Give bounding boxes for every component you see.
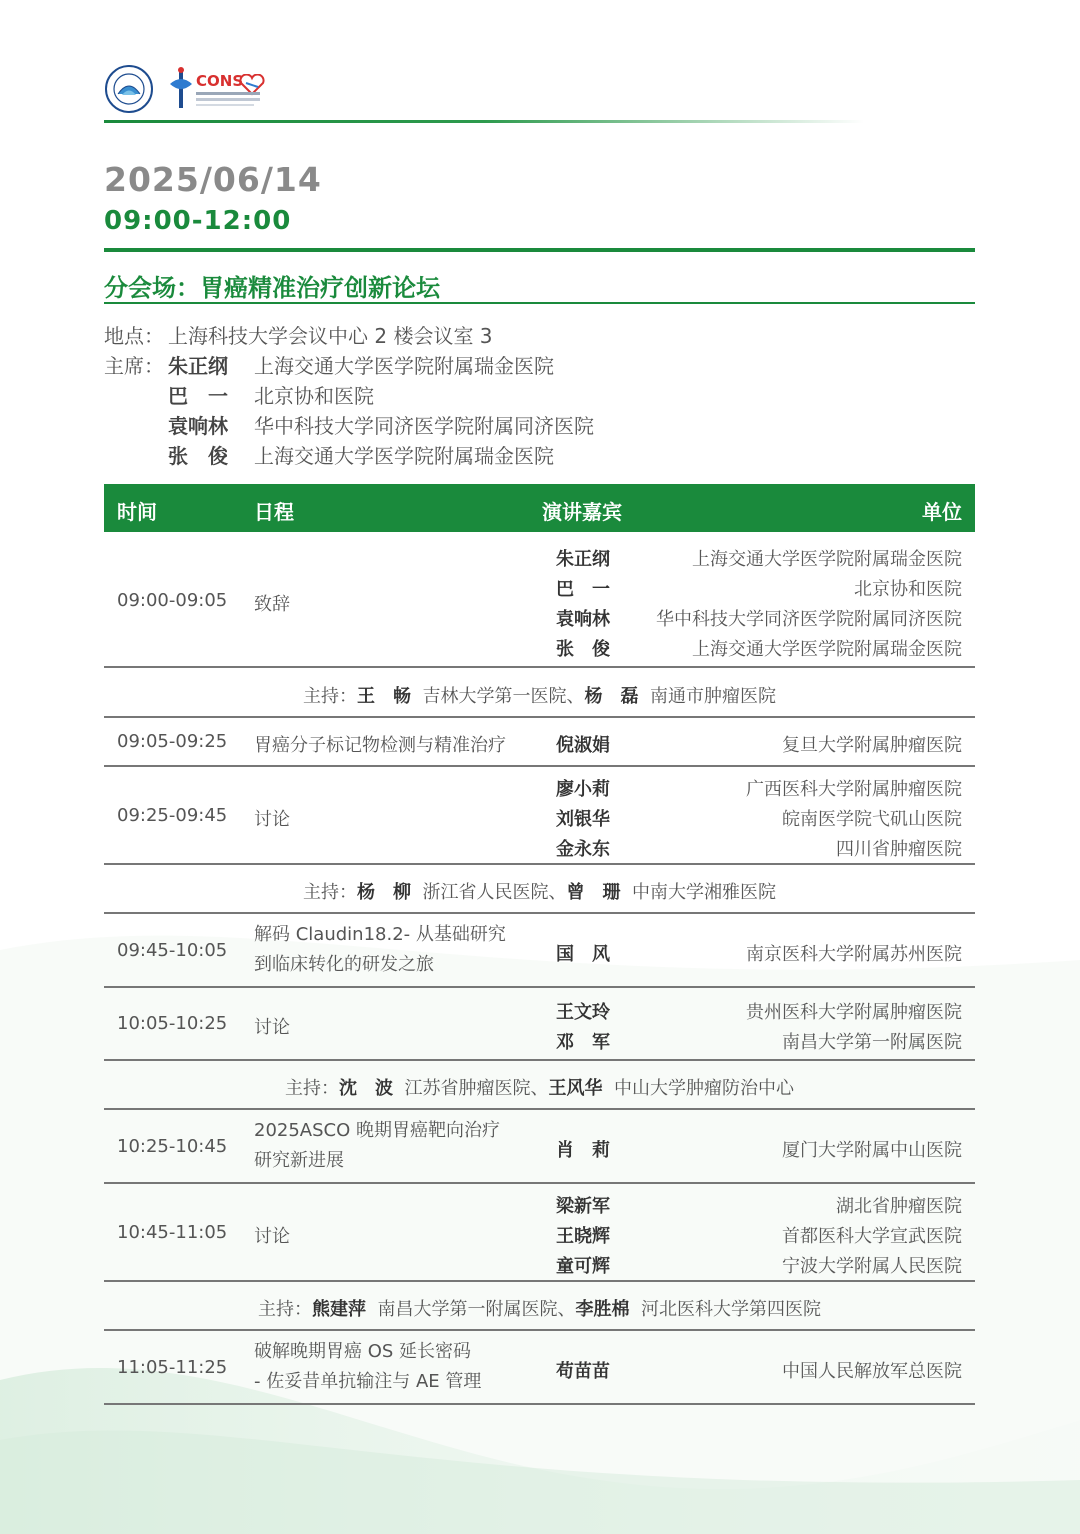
- speaker-name: 肖 莉: [556, 1140, 610, 1161]
- cons-logo: [166, 64, 326, 114]
- speaker-name: 梁新军: [556, 1196, 610, 1217]
- speaker-unit: 首都医科大学宣武医院: [782, 1226, 962, 1247]
- chair-org: 华中科技大学同济医学院附属同济医院: [254, 414, 594, 438]
- row-divider: [104, 1059, 975, 1061]
- session-title: 分会场：胃癌精准治疗创新论坛: [104, 274, 440, 302]
- speaker-name: 苟苗苗: [556, 1361, 610, 1382]
- speaker-unit: 四川省肿瘤医院: [836, 839, 962, 860]
- row-time: 09:45-10:05: [117, 940, 228, 961]
- host-name: 王 畅: [357, 686, 412, 707]
- chair-org: 上海交通大学医学院附属瑞金医院: [254, 354, 554, 378]
- row-topic: 胃癌分子标记物检测与精准治疗: [254, 735, 506, 756]
- row-topic: 2025ASCO 晚期胃癌靶向治疗 研究新进展: [254, 1120, 501, 1171]
- session-divider: [104, 302, 975, 304]
- chair-line: [104, 440, 554, 469]
- event-date: 2025/06/14: [104, 160, 322, 199]
- row-divider: [104, 863, 975, 865]
- row-divider: [104, 716, 975, 718]
- speaker-unit: 复旦大学附属肿瘤医院: [782, 735, 962, 756]
- event-time: 09:00-12:00: [104, 206, 292, 236]
- row-topic: 讨论: [254, 1226, 290, 1247]
- speaker-unit: 上海交通大学医学院附属瑞金医院: [692, 549, 962, 570]
- chair-name: 巴 一: [168, 384, 228, 408]
- speaker-unit: 湖北省肿瘤医院: [836, 1196, 962, 1217]
- row-time: 09:05-09:25: [117, 731, 228, 752]
- cons-emblem-icon: [166, 64, 196, 114]
- speaker-unit: 厦门大学附属中山医院: [782, 1140, 962, 1161]
- speaker-unit: 皖南医学院弋矶山医院: [782, 809, 962, 830]
- host-line: 主持：杨 柳 浙江省人民医院、曾 珊 中南大学湘雅医院: [303, 882, 776, 903]
- speaker-name: 邓 军: [556, 1032, 610, 1053]
- chair-org: 上海交通大学医学院附属瑞金医院: [254, 444, 554, 468]
- host-name: 杨 磊: [584, 686, 639, 707]
- speaker-name: 倪淑娟: [556, 735, 610, 756]
- chair-name: 张 俊: [168, 444, 228, 468]
- speaker-name: 廖小莉: [556, 779, 610, 800]
- chair-name: 袁响林: [168, 414, 228, 438]
- speaker-name: 金永东: [556, 839, 610, 860]
- location-line: [104, 320, 493, 349]
- row-divider: [104, 986, 975, 988]
- row-time: 10:05-10:25: [117, 1013, 228, 1034]
- speaker-unit: 广西医科大学附属肿瘤医院: [746, 779, 962, 800]
- row-divider: [104, 1329, 975, 1331]
- date-divider: [104, 248, 975, 252]
- speaker-name: 朱正纲: [556, 549, 610, 570]
- speaker-name: 王晓辉: [556, 1226, 610, 1247]
- speaker-unit: 北京协和医院: [854, 579, 962, 600]
- host-name: 王风华: [548, 1078, 603, 1099]
- chair-line: [104, 380, 374, 409]
- column-header-speaker: 演讲嘉宾: [542, 500, 622, 524]
- row-divider: [104, 666, 975, 668]
- row-divider: [104, 1108, 975, 1110]
- row-topic: 致辞: [254, 594, 290, 615]
- host-line: 主持：王 畅 吉林大学第一医院、杨 磊 南通市肿瘤医院: [303, 686, 776, 707]
- association-seal-icon: [104, 64, 154, 114]
- speaker-name: 巴 一: [556, 579, 610, 600]
- speaker-name: 张 俊: [556, 639, 610, 660]
- speaker-unit: 华中科技大学同济医学院附属同济医院: [656, 609, 962, 630]
- host-line: 主持：熊建萍 南昌大学第一附属医院、李胜棉 河北医科大学第四医院: [258, 1299, 821, 1320]
- row-time: 09:00-09:05: [117, 590, 228, 611]
- chair-org: 北京协和医院: [254, 384, 374, 408]
- speaker-unit: 南京医科大学附属苏州医院: [746, 944, 962, 965]
- host-name: 熊建萍: [312, 1299, 367, 1320]
- row-divider: [104, 1403, 975, 1405]
- host-name: 李胜棉: [575, 1299, 630, 1320]
- chair-name: 朱正纲: [168, 354, 228, 378]
- host-name: 沈 波: [339, 1078, 394, 1099]
- table-header: [104, 484, 975, 532]
- column-header-time: 时间: [117, 500, 157, 524]
- chair-label: 主席：: [104, 354, 164, 378]
- row-time: 10:25-10:45: [117, 1136, 228, 1157]
- location-label: 地点：: [104, 324, 164, 348]
- speaker-unit: 宁波大学附属人民医院: [782, 1256, 962, 1277]
- speaker-name: 童可辉: [556, 1256, 610, 1277]
- row-time: 09:25-09:45: [117, 805, 228, 826]
- chair-line: [104, 410, 594, 439]
- cons-logo-text: CONS: [196, 72, 244, 90]
- host-line: 主持：沈 波 江苏省肿瘤医院、王风华 中山大学肿瘤防治中心: [285, 1078, 794, 1099]
- host-name: 曾 珊: [566, 882, 621, 903]
- row-time: 11:05-11:25: [117, 1357, 228, 1378]
- row-topic: 破解晚期胃癌 OS 延长密码 - 佐妥昔单抗输注与 AE 管理: [254, 1341, 482, 1392]
- host-name: 杨 柳: [357, 882, 412, 903]
- speaker-unit: 中国人民解放军总医院: [782, 1361, 962, 1382]
- column-header-schedule: 日程: [254, 500, 294, 524]
- speaker-name: 袁响林: [556, 609, 610, 630]
- row-topic: 解码 Claudin18.2- 从基础研究 到临床转化的研发之旅: [254, 924, 506, 975]
- row-time: 10:45-11:05: [117, 1222, 228, 1243]
- speaker-name: 刘银华: [556, 809, 610, 830]
- column-header-unit: 单位: [922, 500, 962, 524]
- row-divider: [104, 1182, 975, 1184]
- speaker-name: 国 风: [556, 944, 610, 965]
- row-divider: [104, 765, 975, 767]
- speaker-unit: 南昌大学第一附属医院: [782, 1032, 962, 1053]
- row-divider: [104, 1280, 975, 1282]
- row-divider: [104, 912, 975, 914]
- header-divider: [104, 120, 864, 123]
- speaker-unit: 贵州医科大学附属肿瘤医院: [746, 1002, 962, 1023]
- speaker-unit: 上海交通大学医学院附属瑞金医院: [692, 639, 962, 660]
- location-value: 上海科技大学会议中心 2 楼会议室 3: [168, 324, 493, 348]
- row-topic: 讨论: [254, 1017, 290, 1038]
- chair-line: [104, 350, 554, 379]
- speaker-name: 王文玲: [556, 1002, 610, 1023]
- row-topic: 讨论: [254, 809, 290, 830]
